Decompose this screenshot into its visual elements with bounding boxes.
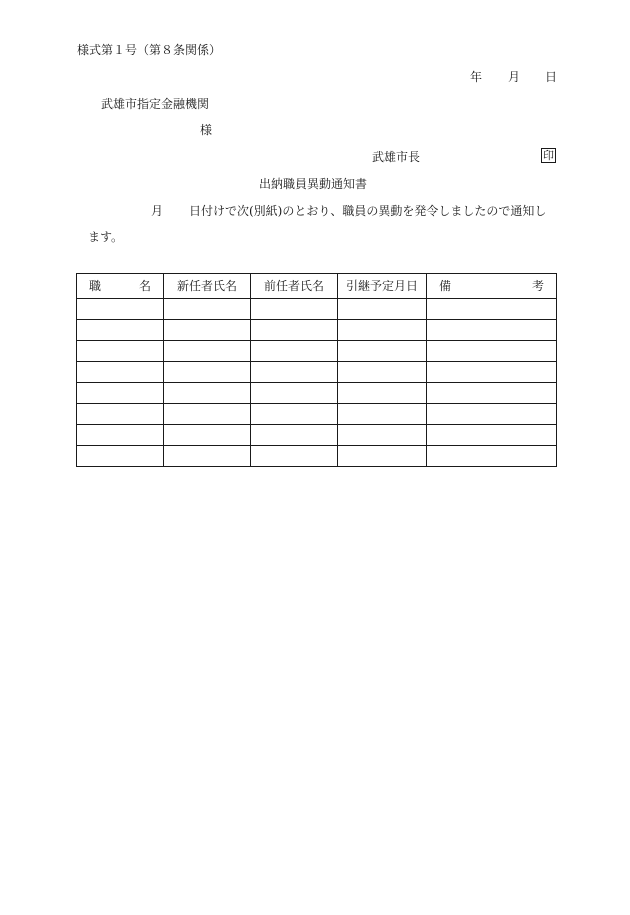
recipient-organization: 武雄市指定金融機関 (101, 97, 210, 111)
table-cell[interactable] (164, 320, 251, 341)
header-position (77, 274, 164, 299)
staff-change-table (76, 273, 557, 467)
body-month-label: 月 (151, 204, 164, 218)
table-cell[interactable] (164, 341, 251, 362)
table-row (77, 362, 557, 383)
seal-mark: 印 (543, 149, 554, 162)
table-cell[interactable] (77, 446, 164, 467)
table-cell[interactable] (77, 404, 164, 425)
body-text: 日付けで次(別紙)のとおり、職員の異動を発令しましたので通知し (189, 204, 547, 218)
table-row (77, 404, 557, 425)
header-new-name-label: 新任者氏名 (176, 279, 237, 293)
table-cell[interactable] (338, 425, 427, 446)
table-cell[interactable] (164, 404, 251, 425)
table-row (77, 446, 557, 467)
table-cell[interactable] (427, 446, 557, 467)
table-cell[interactable] (427, 341, 557, 362)
table-cell[interactable] (338, 341, 427, 362)
table-cell[interactable] (251, 341, 338, 362)
table-row (77, 383, 557, 404)
header-handover-date-label: 引継予定月日 (345, 279, 418, 293)
table-cell[interactable] (77, 341, 164, 362)
header-remarks (427, 274, 557, 299)
table-cell[interactable] (164, 362, 251, 383)
recipient-honorific: 様 (200, 123, 213, 137)
header-prev-name (251, 274, 338, 299)
table-cell[interactable] (427, 383, 557, 404)
table-cell[interactable] (251, 362, 338, 383)
table-row (77, 341, 557, 362)
table-cell[interactable] (427, 299, 557, 320)
sender-title: 武雄市長 (372, 150, 421, 164)
table-cell[interactable] (251, 404, 338, 425)
header-handover-date (338, 274, 427, 299)
table-cell[interactable] (251, 299, 338, 320)
form-number: 様式第１号（第８条関係） (77, 43, 222, 57)
table-cell[interactable] (427, 425, 557, 446)
table-cell[interactable] (164, 446, 251, 467)
table-cell[interactable] (164, 383, 251, 404)
table-row (77, 299, 557, 320)
header-remarks-char-2: 考 (531, 279, 544, 293)
header-position-char-2: 名 (138, 279, 151, 293)
table-cell[interactable] (251, 383, 338, 404)
header-remarks-char-1: 備 (439, 279, 452, 293)
date-month-label: 月 (508, 70, 521, 84)
table-cell[interactable] (251, 446, 338, 467)
table-cell[interactable] (338, 404, 427, 425)
table-cell[interactable] (427, 362, 557, 383)
table-cell[interactable] (427, 320, 557, 341)
table-row (77, 320, 557, 341)
table-cell[interactable] (338, 383, 427, 404)
table-cell[interactable] (338, 320, 427, 341)
table-header-row (77, 274, 557, 299)
document-title: 出納職員異動通知書 (259, 177, 368, 191)
header-new-name (164, 274, 251, 299)
date-day-label: 日 (545, 70, 558, 84)
table-cell[interactable] (77, 320, 164, 341)
table-cell[interactable] (338, 362, 427, 383)
table-cell[interactable] (77, 362, 164, 383)
table-cell[interactable] (164, 425, 251, 446)
table-cell[interactable] (338, 446, 427, 467)
header-position-char-1: 職 (89, 279, 102, 293)
header-prev-name-label: 前任者氏名 (263, 279, 324, 293)
table-cell[interactable] (164, 299, 251, 320)
body-line-2: ます。 (88, 230, 124, 244)
table-cell[interactable] (251, 425, 338, 446)
table-cell[interactable] (77, 383, 164, 404)
table-cell[interactable] (338, 299, 427, 320)
table-cell[interactable] (77, 425, 164, 446)
table-cell[interactable] (427, 404, 557, 425)
table-cell[interactable] (251, 320, 338, 341)
table-row (77, 425, 557, 446)
table-cell[interactable] (77, 299, 164, 320)
date-year-label: 年 (470, 70, 483, 84)
